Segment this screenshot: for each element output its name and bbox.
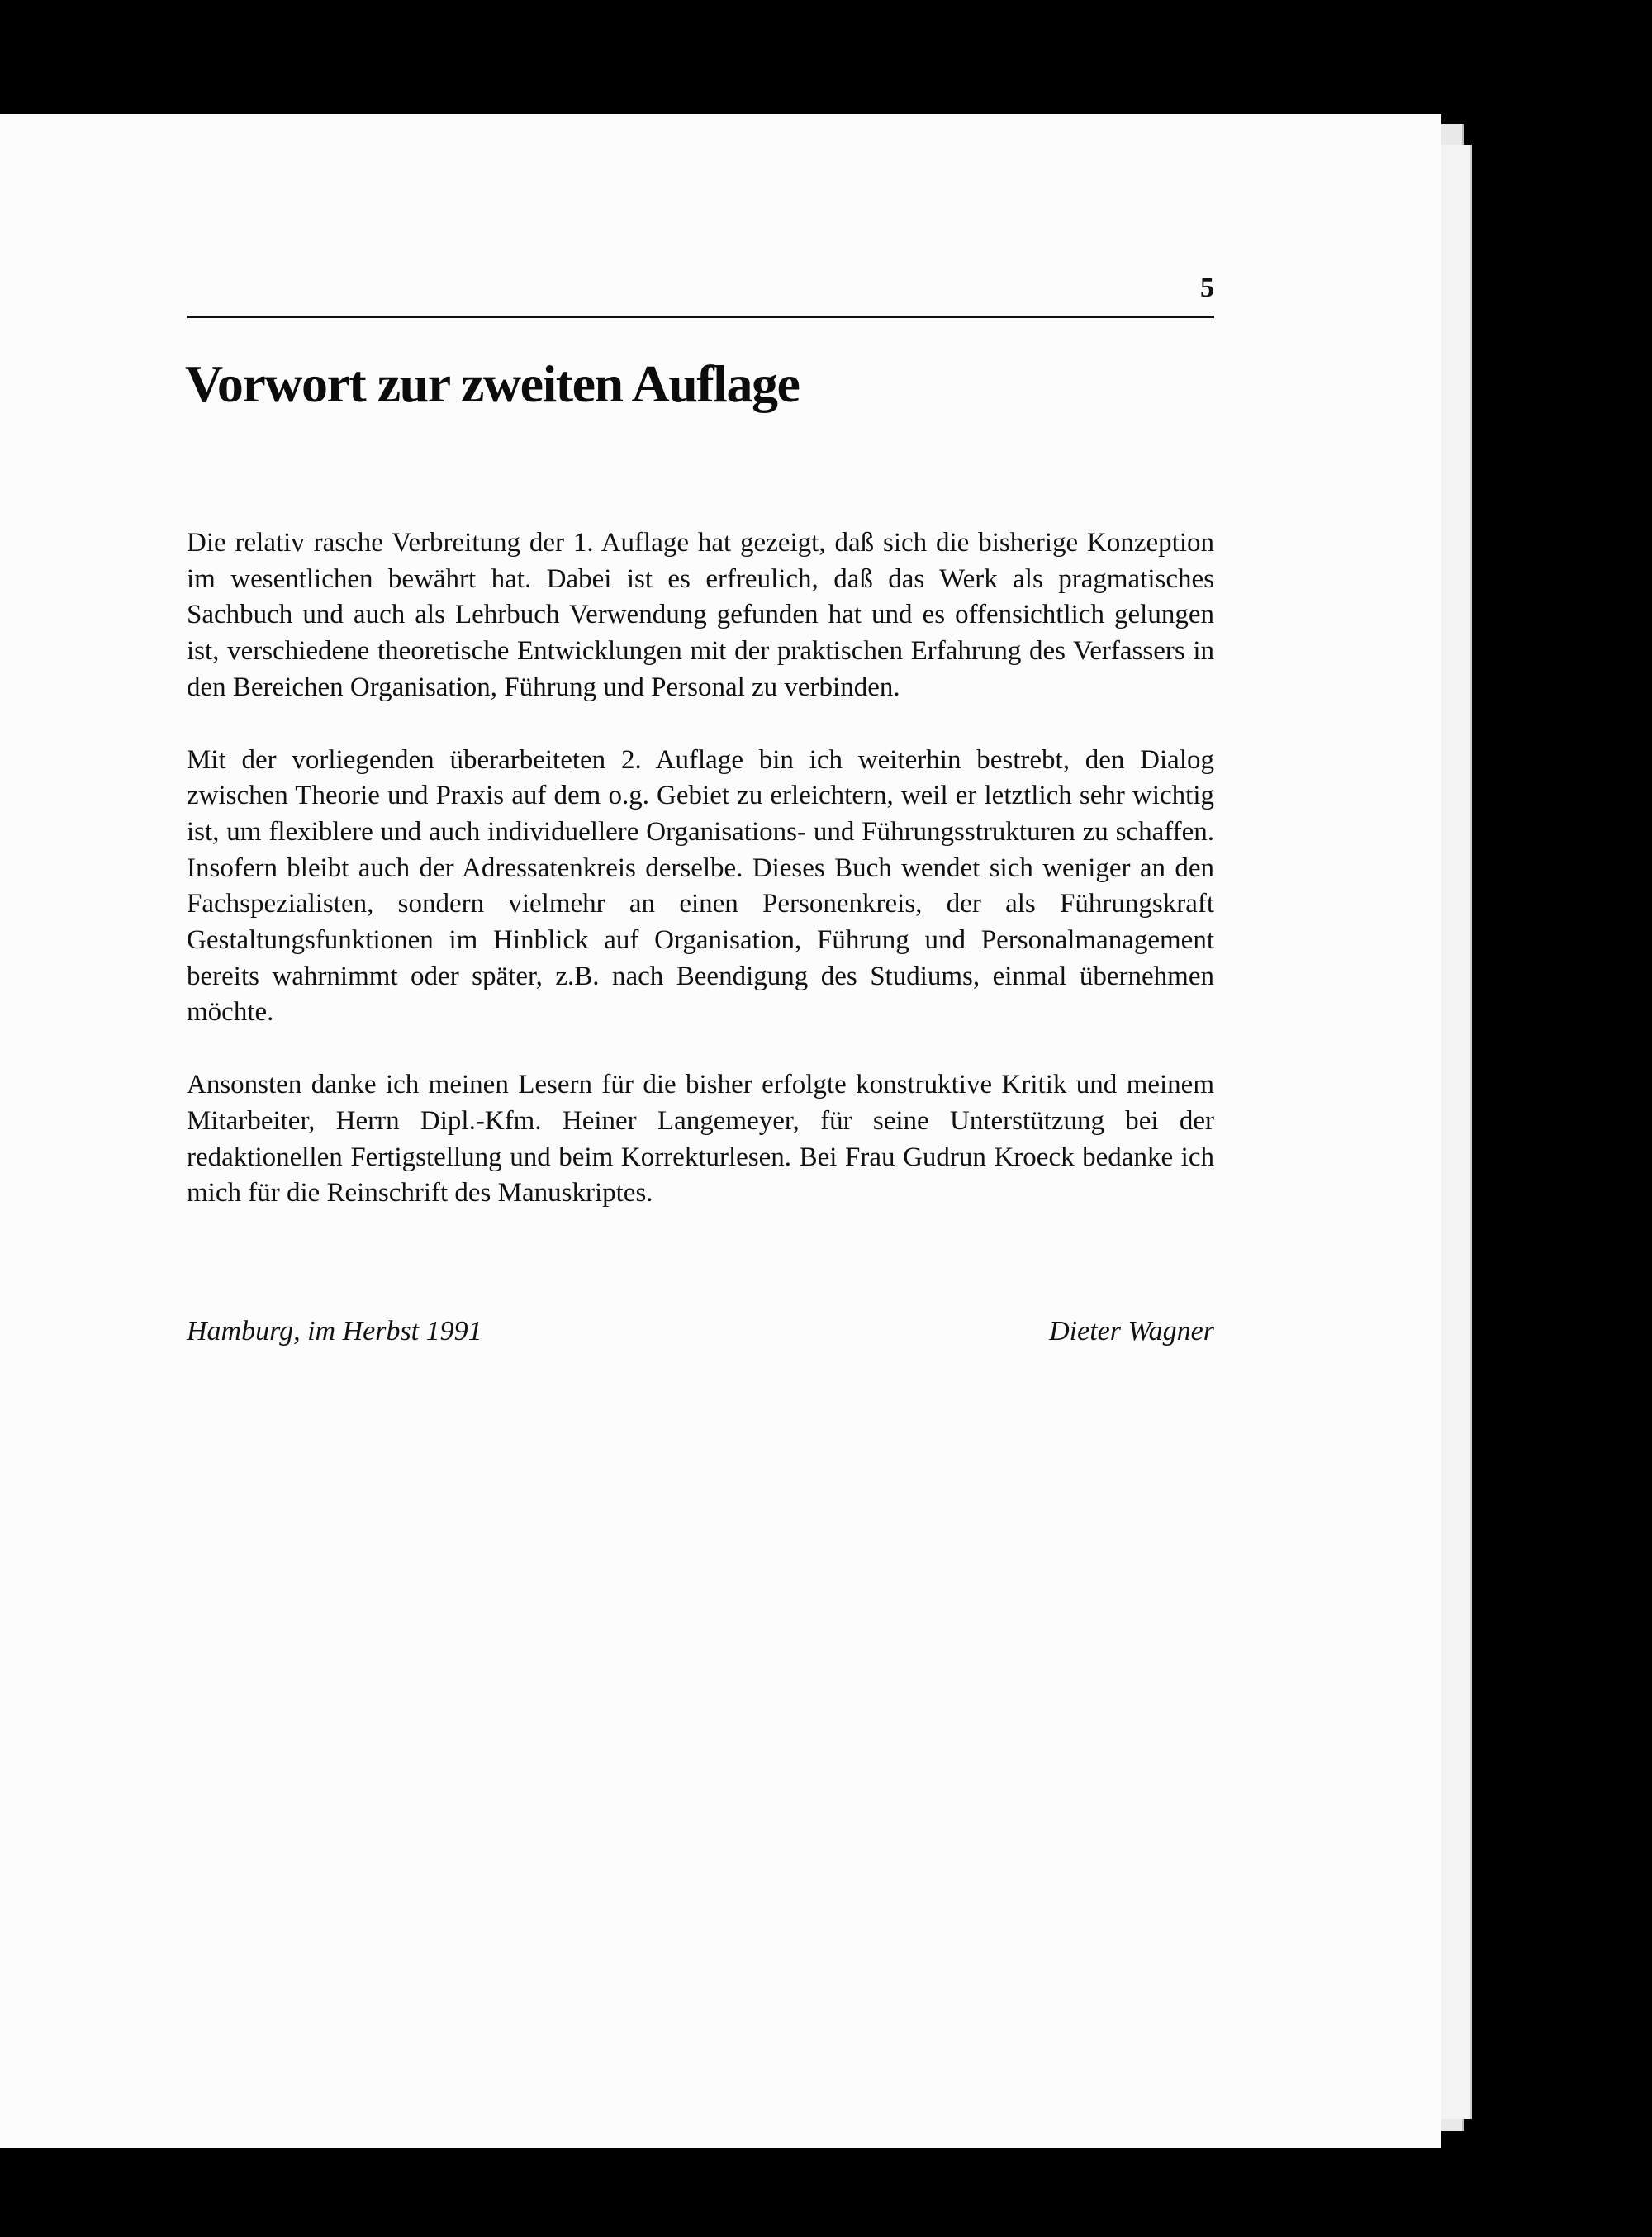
paragraph-2: Mit der vorliegenden überarbeiteten 2. Auflage bin ich weiterhin bestrebt, den Dialog zwischen Theorie und Praxis auf dem o.g. Gebiet zu erleichtern, weil er letztlich sehr wichtig ist, um flexiblere und auch individuellere Organisations- und Führungsstrukturen zu schaffen. Insofern bleibt auch der Adressatenkreis derselbe. Dieses Buch wendet sich weniger an den Fachspezialisten, sondern vielmehr an einen Personenkreis, der als Führungskraft Gestaltungsfunktionen im Hinblick auf Organisation, Führung und Personalmanagement bereits wahrnimmt oder später, z.B. nach Beendigung des Studiums, einmal übernehmen möchte. [187, 744, 1214, 1028]
paragraph-3: Ansonsten danke ich meinen Lesern für die bisher erfolgte konstruktive Kritik und meinem Mitarbeiter, Herrn Dipl.-Kfm. Heiner Langemeyer, für seine Unterstützung bei der redaktionellen Fertigstellung und beim Korrekturlesen. Bei Frau Gudrun Kroeck bedanke ich mich für die Reinschrift des Manuskriptes. [187, 1070, 1214, 1209]
author-name: Dieter Wagner [1049, 1316, 1214, 1346]
preface-body [187, 525, 1214, 1248]
paragraph-1: Die relativ rasche Verbreitung der 1. Auflage hat gezeigt, daß sich die bisherige Konzeption im wesentlichen bewährt hat. Dabei ist es erfreulich, daß das Werk als pragmatisches Sachbuch und auch als Lehrbuch Verwendung gefunden hat und es offensichtlich gelungen ist, verschiedene theoretische Entwicklungen mit der praktischen Erfahrung des Verfassers in den Bereichen Organisation, Führung und Personal zu verbinden. [187, 528, 1214, 702]
page-title: Vorwort zur zweiten Auflage [185, 354, 800, 413]
header-rule [187, 316, 1214, 318]
place-date: Hamburg, im Herbst 1991 [187, 1316, 482, 1346]
page-number: 5 [1200, 273, 1214, 303]
signature-line [187, 1316, 1214, 1347]
